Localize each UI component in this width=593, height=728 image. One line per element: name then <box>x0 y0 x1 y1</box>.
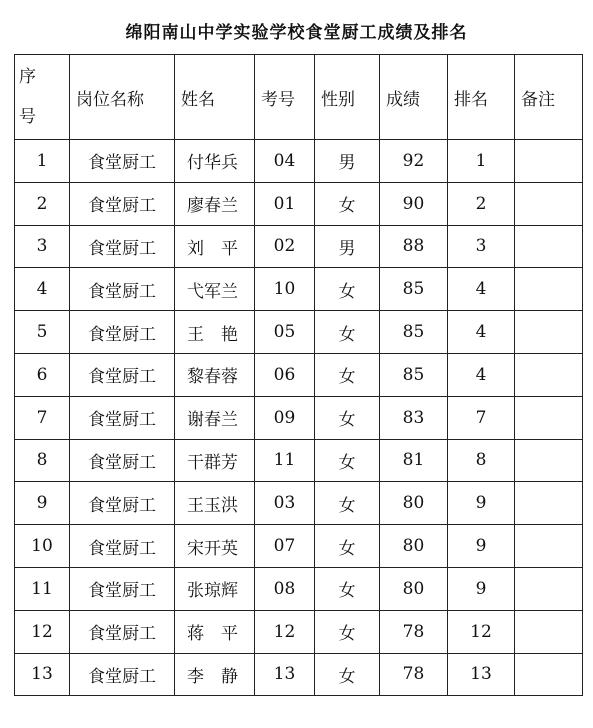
cell-exam-no: 09 <box>255 396 315 439</box>
document-title: 绵阳南山中学实验学校食堂厨工成绩及排名 <box>125 23 468 43</box>
cell-exam-no: 12 <box>255 610 315 653</box>
cell-remark <box>515 482 583 525</box>
cell-remark <box>515 140 583 183</box>
cell-score: 80 <box>380 525 448 568</box>
table-body <box>15 140 583 696</box>
cell-rank: 9 <box>448 567 515 610</box>
cell-rank: 7 <box>448 396 515 439</box>
cell-remark <box>515 311 583 354</box>
header-name: 姓名 <box>175 55 255 140</box>
cell-name: 宋开英 <box>175 525 255 568</box>
cell-rank: 4 <box>448 268 515 311</box>
table-header-row <box>15 55 583 140</box>
cell-rank: 1 <box>448 140 515 183</box>
table-row <box>15 610 583 653</box>
cell-score: 85 <box>380 268 448 311</box>
cell-remark <box>515 225 583 268</box>
cell-remark <box>515 353 583 396</box>
cell-gender: 女 <box>315 396 380 439</box>
cell-score: 85 <box>380 311 448 354</box>
cell-post: 食堂厨工 <box>70 653 175 696</box>
cell-seq: 1 <box>15 140 70 183</box>
table-row <box>15 482 583 525</box>
cell-name: 王 艳 <box>175 311 255 354</box>
cell-seq: 13 <box>15 653 70 696</box>
cell-rank: 3 <box>448 225 515 268</box>
cell-remark <box>515 439 583 482</box>
header-gender: 性别 <box>315 55 380 140</box>
cell-post: 食堂厨工 <box>70 268 175 311</box>
table-row <box>15 439 583 482</box>
cell-post: 食堂厨工 <box>70 525 175 568</box>
cell-gender: 女 <box>315 353 380 396</box>
cell-exam-no: 03 <box>255 482 315 525</box>
cell-name: 黎春蓉 <box>175 353 255 396</box>
cell-post: 食堂厨工 <box>70 353 175 396</box>
cell-exam-no: 11 <box>255 439 315 482</box>
cell-rank: 9 <box>448 482 515 525</box>
cell-seq: 2 <box>15 182 70 225</box>
cell-exam-no: 08 <box>255 567 315 610</box>
cell-exam-no: 06 <box>255 353 315 396</box>
cell-seq: 5 <box>15 311 70 354</box>
cell-name: 李 静 <box>175 653 255 696</box>
cell-rank: 9 <box>448 525 515 568</box>
cell-name: 蒋 平 <box>175 610 255 653</box>
cell-seq: 8 <box>15 439 70 482</box>
header-seq-line2: 号 <box>19 107 36 127</box>
cell-score: 92 <box>380 140 448 183</box>
cell-exam-no: 07 <box>255 525 315 568</box>
cell-name: 干群芳 <box>175 439 255 482</box>
cell-remark <box>515 396 583 439</box>
cell-post: 食堂厨工 <box>70 182 175 225</box>
header-rank: 排名 <box>448 55 515 140</box>
cell-gender: 女 <box>315 311 380 354</box>
cell-score: 80 <box>380 482 448 525</box>
cell-gender: 女 <box>315 525 380 568</box>
cell-gender: 男 <box>315 140 380 183</box>
cell-seq: 11 <box>15 567 70 610</box>
cell-name: 刘 平 <box>175 225 255 268</box>
cell-exam-no: 05 <box>255 311 315 354</box>
cell-seq: 12 <box>15 610 70 653</box>
cell-name: 王玉洪 <box>175 482 255 525</box>
cell-exam-no: 01 <box>255 182 315 225</box>
cell-remark <box>515 610 583 653</box>
table-row <box>15 140 583 183</box>
cell-gender: 女 <box>315 482 380 525</box>
cell-name: 付华兵 <box>175 140 255 183</box>
header-post: 岗位名称 <box>70 55 175 140</box>
header-remark: 备注 <box>515 55 583 140</box>
cell-remark <box>515 653 583 696</box>
cell-seq: 9 <box>15 482 70 525</box>
table-row <box>15 653 583 696</box>
header-seq-line1: 序 <box>19 67 36 87</box>
header-score: 成绩 <box>380 55 448 140</box>
cell-seq: 6 <box>15 353 70 396</box>
cell-name: 谢春兰 <box>175 396 255 439</box>
cell-rank: 13 <box>448 653 515 696</box>
cell-rank: 12 <box>448 610 515 653</box>
cell-score: 78 <box>380 610 448 653</box>
cell-gender: 男 <box>315 225 380 268</box>
cell-post: 食堂厨工 <box>70 439 175 482</box>
table-row <box>15 311 583 354</box>
cell-score: 85 <box>380 353 448 396</box>
header-exam-no: 考号 <box>255 55 315 140</box>
table-row <box>15 353 583 396</box>
cell-post: 食堂厨工 <box>70 311 175 354</box>
cell-post: 食堂厨工 <box>70 567 175 610</box>
cell-rank: 8 <box>448 439 515 482</box>
cell-rank: 4 <box>448 311 515 354</box>
cell-score: 83 <box>380 396 448 439</box>
cell-name: 张琼辉 <box>175 567 255 610</box>
cell-remark <box>515 525 583 568</box>
cell-post: 食堂厨工 <box>70 140 175 183</box>
cell-post: 食堂厨工 <box>70 396 175 439</box>
cell-score: 81 <box>380 439 448 482</box>
cell-post: 食堂厨工 <box>70 225 175 268</box>
cell-gender: 女 <box>315 439 380 482</box>
table-row <box>15 268 583 311</box>
cell-gender: 女 <box>315 653 380 696</box>
cell-post: 食堂厨工 <box>70 610 175 653</box>
cell-seq: 10 <box>15 525 70 568</box>
cell-seq: 3 <box>15 225 70 268</box>
cell-score: 88 <box>380 225 448 268</box>
cell-name: 廖春兰 <box>175 182 255 225</box>
table-row <box>15 396 583 439</box>
cell-seq: 4 <box>15 268 70 311</box>
cell-gender: 女 <box>315 182 380 225</box>
cell-seq: 7 <box>15 396 70 439</box>
table-row <box>15 225 583 268</box>
cell-gender: 女 <box>315 610 380 653</box>
results-table <box>14 54 583 696</box>
cell-exam-no: 04 <box>255 140 315 183</box>
table-row <box>15 567 583 610</box>
cell-gender: 女 <box>315 268 380 311</box>
cell-rank: 2 <box>448 182 515 225</box>
header-seq <box>15 55 70 140</box>
table-row <box>15 525 583 568</box>
cell-remark <box>515 182 583 225</box>
cell-remark <box>515 268 583 311</box>
cell-exam-no: 02 <box>255 225 315 268</box>
cell-exam-no: 13 <box>255 653 315 696</box>
cell-exam-no: 10 <box>255 268 315 311</box>
table-row <box>15 182 583 225</box>
cell-remark <box>515 567 583 610</box>
cell-name: 弋军兰 <box>175 268 255 311</box>
cell-score: 80 <box>380 567 448 610</box>
cell-post: 食堂厨工 <box>70 482 175 525</box>
cell-score: 78 <box>380 653 448 696</box>
cell-score: 90 <box>380 182 448 225</box>
cell-gender: 女 <box>315 567 380 610</box>
cell-rank: 4 <box>448 353 515 396</box>
